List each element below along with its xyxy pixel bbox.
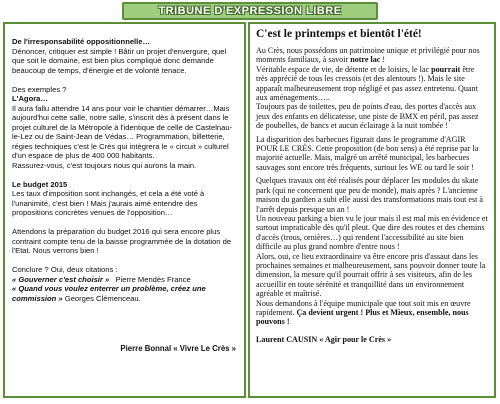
conclure-line: Conclure ? Oui, deux citations : [12, 265, 118, 274]
left-heading-irresponsabilite: De l'irresponsabilité oppositionnelle… [12, 37, 151, 46]
right-article [256, 46, 488, 327]
quote-2-text: « Quand vous voulez enterrer un problème, créez une commission » [12, 284, 206, 303]
right-signature: Laurent CAUSIN « Agir pour le Crès » [256, 334, 392, 344]
right-article-title: C'est le printemps et bientôt l'été! [256, 28, 422, 40]
budget-2016-paragraph: Attendons la préparation du budget 2016 qui sera encore plus contraint compte tenu de la baisse programmée de la dotation de l'Etat. Nous verrons bien ! [12, 227, 232, 255]
parking-paragraph: Un nouveau parking a bien vu le jour mais il est mal mis en évidence et surtout impraticable dès qu'il pleut. Que dire des routes et des chemins d'accès (trous, ornières…) qui rendent l'accessibilité au site bien difficile au plus grand nombre d'entre nous ! [256, 213, 488, 252]
lac-equipements: Toujours pas de toilettes, peu de points d'eau, des portes d'accès aux jeux des enfants en délicatesse, une piste de BMX en péril, pas assez de poubelles, de bancs et aucun éclairage à la nuit tombée ! [256, 102, 479, 131]
budget-paragraph: Les taux d'imposition sont inchangés, et cela a été voté à l'unanimité, c'est bien ! Mais j'aurais aimé entendre des propositions concrètes venues de l'opposition… [12, 189, 205, 217]
urgent-emphasis: Ça devient urgent ! Plus et Mieux, ensemble, nous pouvons ! [256, 307, 469, 327]
left-column [3, 22, 246, 398]
notre-lac-emphasis: notre lac [350, 55, 381, 65]
quote-1-author: Pierre Mendès France [115, 274, 191, 284]
pourrait-emphasis: pourrait [431, 64, 461, 74]
quote-2 [12, 284, 238, 303]
lac-espace-de-vie: Véritable espace de vie, de détente et de loisirs, le lac pourrait être très apprécié de tous les cressois (et des alentours !). Mais le site apparaît malheureusement trop négligé et pas assez entretenu. Quant aux aménagements….. [256, 64, 478, 103]
agora-conclusion: Rassurez-vous, c'est toujours nous qui aurons la main. [12, 160, 197, 170]
agora-paragraph: Il aura fallu attendre 14 ans pour voir le chantier démarrer…Mais aujourd'hui cette salle, notre salle, s'inscrit dès à présent dans le projet culturel de la Métropole à l'identique de celle de Castelnau-le-Lez ou de Saint-Jean de Védas… Programmation, billetterie, régies techniques c'est le Crès qui intègrera le « circuit » culturel d'un espace de plus de 400 000 habitants. [12, 103, 233, 160]
agora-heading: L'Agora… [12, 94, 48, 103]
quote-1 [12, 275, 238, 285]
banner-wrap [0, 0, 500, 22]
left-signature: Pierre Bonnal « Vivre Le Crès » [120, 344, 236, 353]
lac-intro: Au Crès, nous possédons un patrimoine unique et privilégié pour nos moments familiaux, à savoir notre lac ! [256, 46, 480, 65]
budget-heading: Le budget 2015 [12, 179, 68, 189]
lieu-extraordinaire-paragraph: Alors, oui, ce lieu extraordinaire va être encore pris d'assaut dans les prochaines semaines et malheureusement, sans pouvoir donner toute la dimension, la mesure qu'il pourrait offrir à ses visiteurs, afin de les accueillir en toute sérénité et tranquillité dans un environnement agréable et maîtrisé. [256, 251, 486, 299]
quote-2-author: Georges Clémenceau. [64, 293, 141, 303]
demande-paragraph: Nous demandons à l'équipe municipale que tout soit mis en œuvre rapidement. Ça devient urgent ! Plus et Mieux, ensemble, nous pouvons ! [256, 298, 471, 327]
right-column [248, 22, 496, 398]
left-article [12, 37, 238, 303]
barbecues-paragraph: La disparition des barbecues figurait dans le programme d'AGIR POUR LE CRÈS. Cette proposition (de bon sens) a été reprise par la majorité actuelle. Mais, malgré un arrêté municipal, les barbecues sauvages sont encore très fréquents, surtout les WE ou tard le soir ! [256, 134, 479, 172]
quote-1-text: « Gouverner c'est choisir » [12, 274, 110, 284]
examples-question: Des exemples ? [12, 84, 67, 94]
section-banner: TRIBUNE D'EXPRESSION LIBRE [122, 2, 377, 20]
left-intro-paragraph: Dénoncer, critiquer est simple ! Bâtir un projet d'envergure, quel que soit le domaine, est bien plus compliqué donc demande beaucoup de temps, d'énergie et de volonté tenace. [12, 46, 227, 75]
skate-park-paragraph: Quelques travaux ont été réalisés pour déplacer les modules du skate park (qui ne concernent que peu de monde), mais après ? L'ancienne maison du gardien a subi elle aussi des transformations mais tout est à l'arrêt depuis presque un an ! [256, 176, 484, 214]
